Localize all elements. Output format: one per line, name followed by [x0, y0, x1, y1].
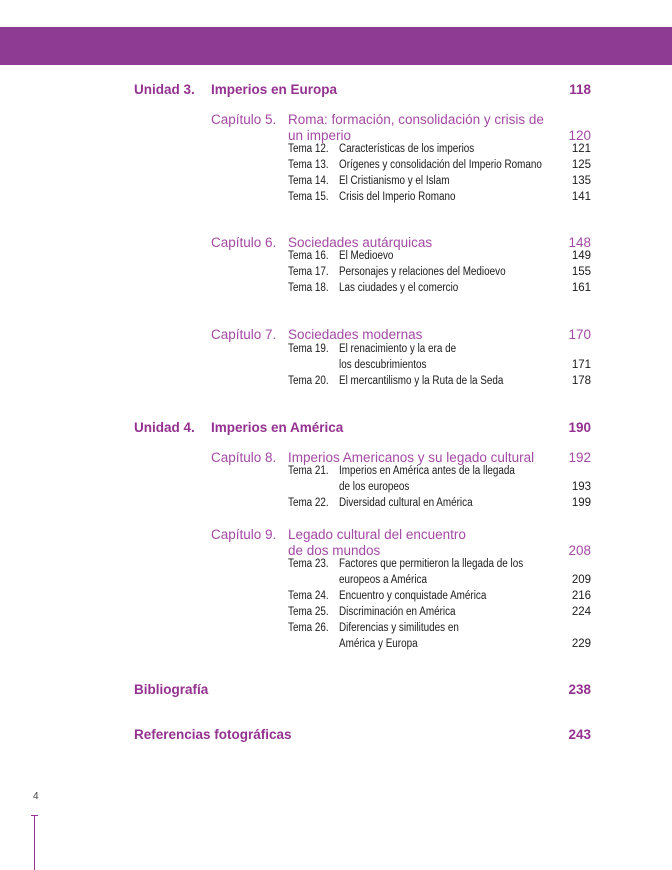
- unit-page: 190: [568, 420, 591, 435]
- chapter-label: Capítulo 7.: [211, 327, 277, 342]
- topic-title: Las ciudades y el comercio: [339, 282, 459, 294]
- unit-title: Imperios en Europa: [211, 82, 338, 97]
- topic-label: Tema 22.: [288, 497, 329, 509]
- topic-label: Tema 25.: [288, 606, 329, 618]
- topic-page: 125: [571, 159, 591, 171]
- topic-title: Diferencias y similitudes en: [339, 622, 459, 634]
- chapter-title: Sociedades autárquicas: [288, 235, 433, 250]
- chapter-title: un imperio: [288, 128, 352, 143]
- topic-page: 135: [571, 175, 591, 187]
- topic-title: Discriminación en América: [339, 606, 456, 618]
- topic-page: 141: [571, 191, 591, 203]
- back-matter-title: Bibliografía: [134, 682, 209, 697]
- margin-line: [34, 815, 35, 870]
- topic-label: Tema 12.: [288, 143, 329, 155]
- topic-page: 216: [571, 590, 591, 602]
- topic-label: Tema 18.: [288, 282, 329, 294]
- unit-label: Unidad 4.: [134, 420, 195, 435]
- topic-page: 199: [571, 497, 591, 509]
- chapter-label: Capítulo 9.: [211, 527, 277, 542]
- back-matter-title: Referencias fotográficas: [134, 727, 292, 742]
- header-band: [0, 27, 672, 65]
- page-number: 4: [33, 791, 39, 802]
- topic-title: El Cristianismo y el Islam: [339, 175, 450, 187]
- topic-label: Tema 19.: [288, 343, 329, 355]
- chapter-page: 192: [568, 450, 591, 465]
- topic-title: Factores que permitieron la llegada de los: [339, 558, 524, 570]
- topic-label: Tema 16.: [288, 250, 329, 262]
- topic-label: Tema 20.: [288, 375, 329, 387]
- topic-title: Diversidad cultural en América: [339, 497, 473, 509]
- chapter-label: Capítulo 8.: [211, 450, 277, 465]
- chapter-page: 120: [568, 128, 591, 143]
- topic-page: 209: [571, 574, 591, 586]
- unit-title: Imperios en América: [211, 420, 344, 435]
- unit-page: 118: [569, 82, 591, 97]
- topic-title: América y Europa: [339, 638, 418, 650]
- chapter-label: Capítulo 5.: [211, 112, 277, 127]
- topic-page: 229: [571, 638, 591, 650]
- topic-label: Tema 17.: [288, 266, 329, 278]
- chapter-title: Imperios Americanos y su legado cultural: [288, 450, 535, 465]
- chapter-title: de dos mundos: [288, 543, 381, 558]
- chapter-page: 148: [568, 235, 591, 250]
- chapter-title: Sociedades modernas: [288, 327, 423, 342]
- topic-label: Tema 14.: [288, 175, 329, 187]
- topic-page: 171: [571, 359, 591, 371]
- topic-title: Encuentro y conquistade América: [339, 590, 487, 602]
- topic-label: Tema 23.: [288, 558, 329, 570]
- topic-title: de los europeos: [339, 481, 410, 493]
- topic-title: los descubrimientos: [339, 359, 427, 371]
- topic-page: 155: [571, 266, 591, 278]
- unit-label: Unidad 3.: [134, 82, 195, 97]
- topic-page: 149: [571, 250, 591, 262]
- back-matter-page: 243: [568, 727, 591, 742]
- topic-title: El renacimiento y la era de: [339, 343, 457, 355]
- topic-title: El mercantilismo y la Ruta de la Seda: [339, 375, 504, 387]
- topic-title: Características de los imperios: [339, 143, 475, 155]
- back-matter-page: 238: [568, 682, 591, 697]
- topic-label: Tema 24.: [288, 590, 329, 602]
- chapter-title: Legado cultural del encuentro: [288, 527, 466, 542]
- chapter-page: 208: [568, 543, 591, 558]
- topic-page: 193: [571, 481, 591, 493]
- chapter-title: Roma: formación, consolidación y crisis de: [288, 112, 544, 127]
- topic-page: 161: [571, 282, 591, 294]
- topic-label: Tema 15.: [288, 191, 329, 203]
- topic-label: Tema 21.: [288, 465, 329, 477]
- topic-title: El Medioevo: [339, 250, 394, 262]
- topic-title: Orígenes y consolidación del Imperio Romano: [339, 159, 542, 171]
- chapter-label: Capítulo 6.: [211, 235, 277, 250]
- topic-title: Crisis del Imperio Romano: [339, 191, 456, 203]
- topic-page: 178: [571, 375, 591, 387]
- topic-label: Tema 26.: [288, 622, 329, 634]
- topic-page: 121: [571, 143, 591, 155]
- topic-label: Tema 13.: [288, 159, 329, 171]
- chapter-page: 170: [568, 327, 591, 342]
- topic-title: Personajes y relaciones del Medioevo: [339, 266, 506, 278]
- topic-title: europeos a América: [339, 574, 427, 586]
- margin-tick: [31, 815, 38, 816]
- topic-page: 224: [571, 606, 591, 618]
- topic-title: Imperios en América antes de la llegada: [339, 465, 515, 477]
